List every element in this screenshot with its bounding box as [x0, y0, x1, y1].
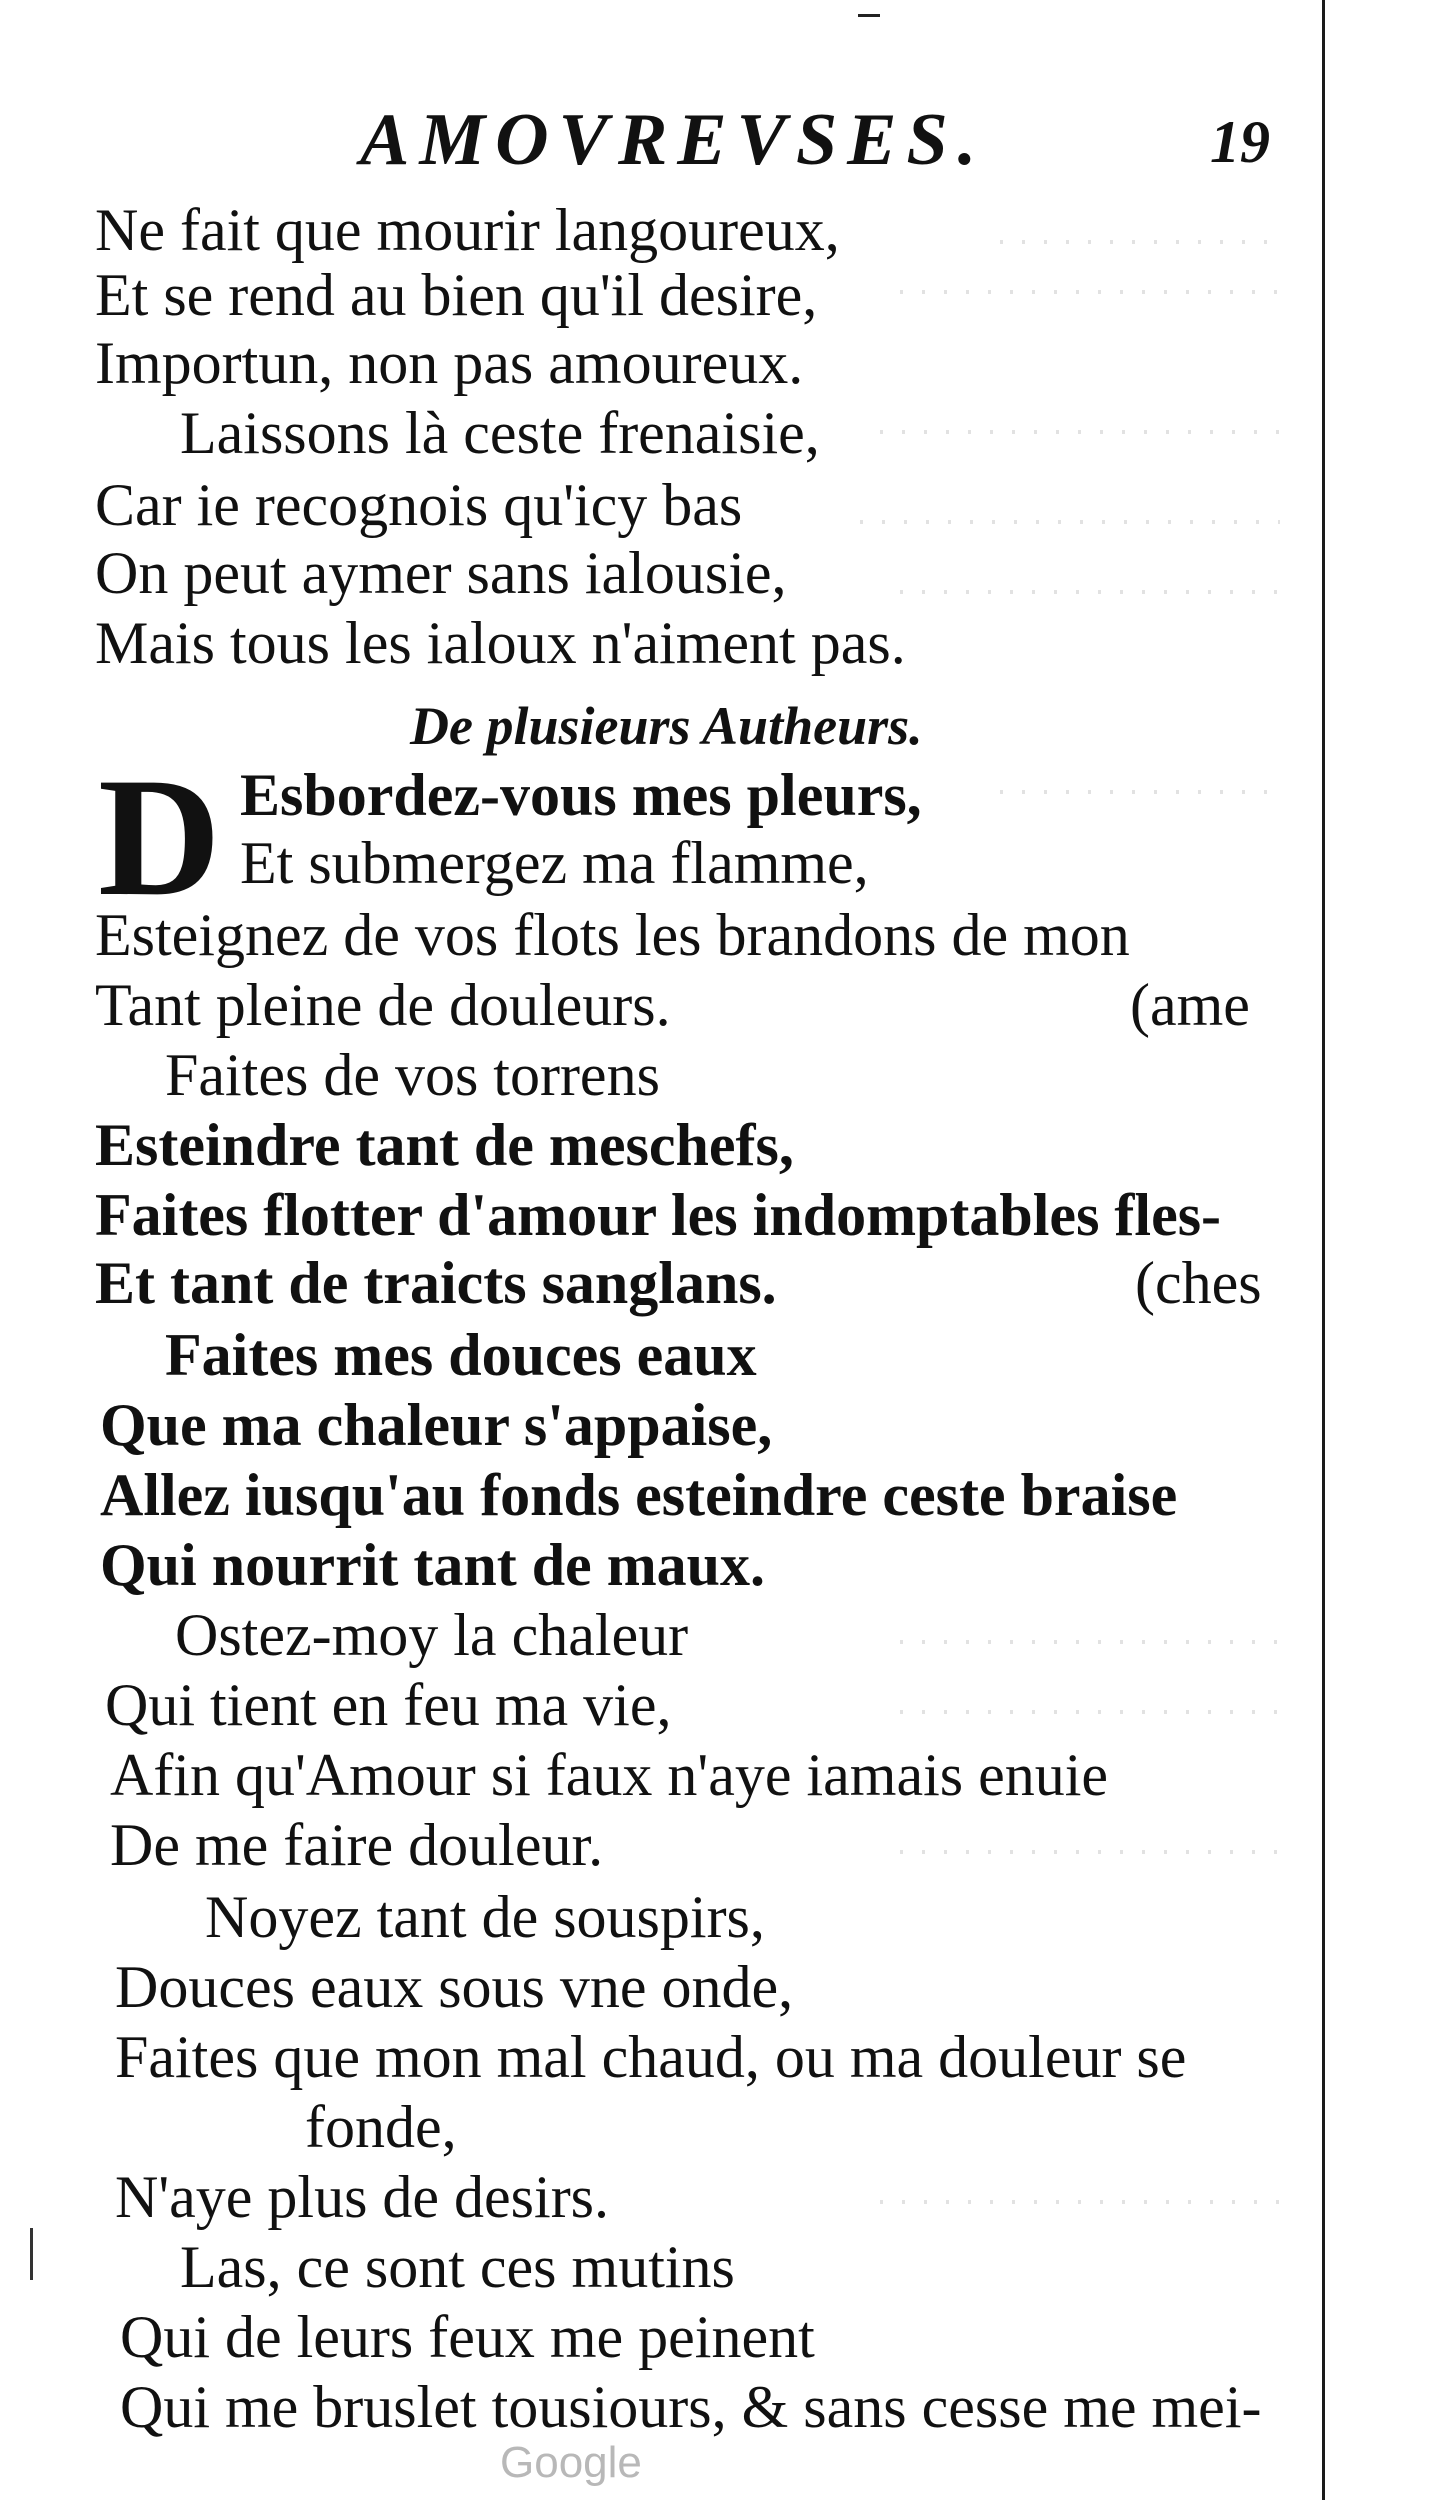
verse-line: Faites mes douces eaux [165, 1322, 757, 1388]
verse-line: N'aye plus de desirs. [115, 2164, 610, 2230]
verse-line: Mais tous les ialoux n'aiment pas. [95, 610, 906, 676]
show-through-ink [900, 290, 1280, 294]
show-through-ink [860, 520, 1280, 524]
turnover-word: (ches [1135, 1250, 1262, 1316]
verse-line: Ostez-moy la chaleur [175, 1602, 689, 1668]
verse-line: Esteignez de vos flots les brandons de mon [95, 902, 1130, 968]
turnover-word: (ame [1130, 972, 1250, 1038]
verse-line: Esteindre tant de meschefs, [95, 1112, 794, 1178]
show-through-ink [900, 1850, 1280, 1854]
verse-line: Ne fait que mourir langoureux, [95, 197, 840, 263]
verse-line: Douces eaux sous vne onde, [115, 1954, 794, 2020]
verse-line: De me faire douleur. [110, 1812, 604, 1878]
verse-line: Qui me bruslet tousiours, & sans cesse me mei- [120, 2374, 1262, 2440]
verse-line: Importun, non pas amoureux. [95, 330, 804, 396]
drop-cap: D [98, 743, 221, 931]
show-through-ink [1000, 790, 1280, 794]
poem-heading: De plusieurs Autheurs. [410, 696, 923, 756]
page-number: 19 [1210, 109, 1270, 175]
verse-line: Afin qu'Amour si faux n'aye iamais enuie [110, 1742, 1109, 1808]
show-through-ink [880, 2200, 1280, 2204]
verse-line: Qui de leurs feux me peinent [120, 2304, 815, 2370]
page-edge-rule [1322, 0, 1325, 2500]
show-through-ink [900, 1710, 1280, 1714]
verse-line: Laissons là ceste frenaisie, [180, 400, 820, 466]
show-through-ink [900, 1640, 1280, 1644]
verse-line: Qui nourrit tant de maux. [100, 1532, 766, 1598]
show-through-ink [1000, 240, 1280, 244]
verse-line: fonde, [305, 2094, 457, 2160]
running-head: AMOVREVSES. [360, 99, 987, 181]
verse-line: Faites flotter d'amour les indomptables fles- [95, 1182, 1222, 1248]
show-through-ink [900, 590, 1280, 594]
verse-line: Que ma chaleur s'appaise, [100, 1392, 773, 1458]
verse-line: Allez iusqu'au fonds esteindre ceste braise [100, 1462, 1178, 1528]
verse-line: Noyez tant de souspirs, [205, 1884, 765, 1950]
verse-line: Et tant de traicts sanglans. [95, 1250, 777, 1316]
margin-tick-mark [30, 2228, 33, 2280]
show-through-ink [880, 430, 1280, 434]
verse-line: Car ie recognois qu'icy bas [95, 472, 743, 538]
verse-line: Las, ce sont ces mutins [180, 2234, 735, 2300]
verse-line: Faites que mon mal chaud, ou ma douleur se [115, 2024, 1187, 2090]
verse-line: Et submergez ma flamme, [240, 830, 869, 896]
verse-line: Esbordez-vous mes pleurs, [240, 762, 922, 828]
watermark: Google [500, 2438, 642, 2487]
verse-line: On peut aymer sans ialousie, [95, 540, 787, 606]
top-dash-mark [858, 14, 880, 17]
verse-line: Faites de vos torrens [165, 1042, 660, 1108]
verse-line: Et se rend au bien qu'il desire, [95, 262, 818, 328]
verse-line: Qui tient en feu ma vie, [105, 1672, 672, 1738]
verse-line: Tant pleine de douleurs. [95, 972, 671, 1038]
